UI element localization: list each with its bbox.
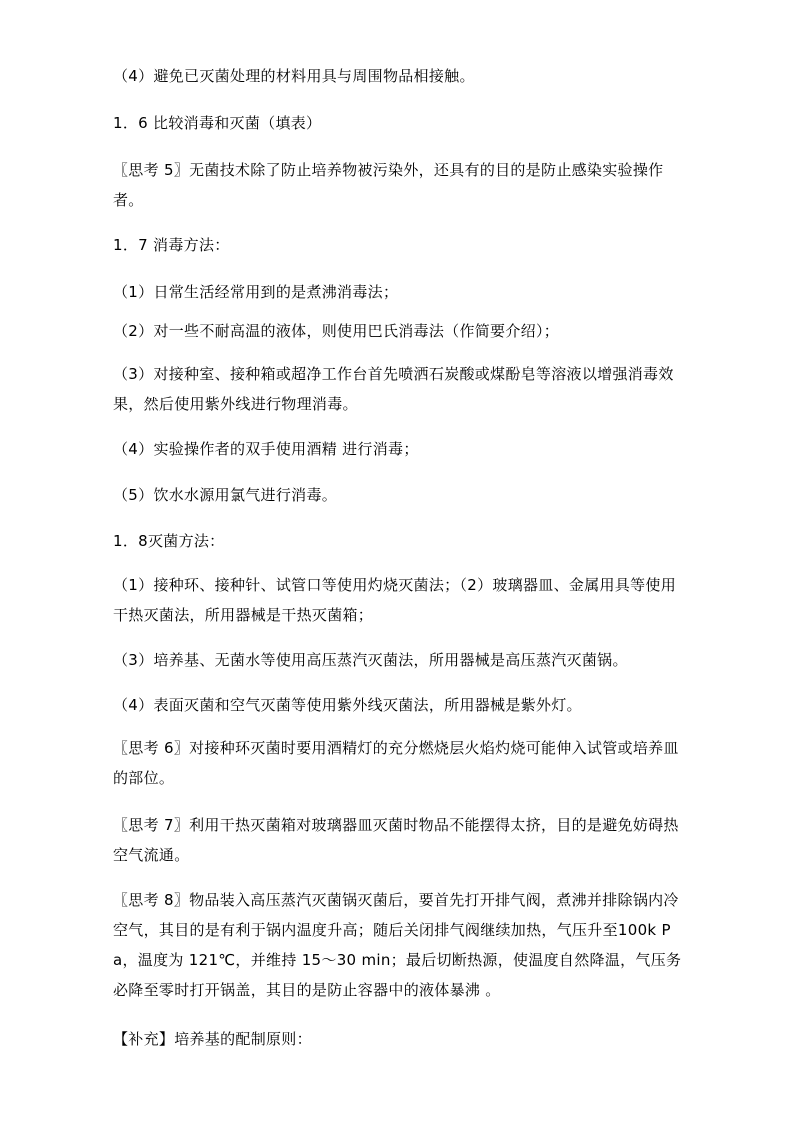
paragraph-14: 〖思考 6〗对接种环灭菌时要用酒精灯的充分燃烧层火焰灼烧可能伸入试管或培养皿的部位。 (113, 739, 679, 787)
paragraph-10: 1．8灭菌方法： (113, 532, 225, 550)
paragraph-16: 〖思考 8〗物品装入高压蒸汽灭菌锅灭菌后，要首先打开排气阀，煮沸并排除锅内冷空气，其目的是有利于锅内温度升高；随后关闭排气阀继续加热，气压升至100k Pa，温度为 121℃，并维持 15～30 min；最后切断热源，使温度自然降温，气压务必降至零时打开锅盖，其目的是防止容器中的液体暴沸 。 (113, 891, 682, 999)
paragraph-15: 〖思考 7〗利用干热灭菌箱对玻璃器皿灭菌时物品不能摆得太挤，目的是避免妨碍热空气流通。 (113, 816, 679, 864)
paragraph-5: （1）日常生活经常用到的是煮沸消毒法； (113, 283, 399, 301)
paragraph-13: （4）表面灭菌和空气灭菌等使用紫外线灭菌法，所用器械是紫外灯。 (113, 696, 582, 714)
paragraph-12: （3）培养基、无菌水等使用高压蒸汽灭菌法，所用器械是高压蒸汽灭菌锅。 (113, 651, 628, 669)
paragraph-2: 1．6 比较消毒和灭菌（填表） (113, 114, 322, 132)
paragraph-7: （3）对接种室、接种箱或超净工作台首先喷洒石炭酸或煤酚皂等溶液以增强消毒效果，然后使用紫外线进行物理消毒。 (113, 365, 674, 413)
paragraph-3: 〖思考 5〗无菌技术除了防止培养物被污染外，还具有的目的是防止感染实验操作者。 (113, 161, 664, 209)
paragraph-6: （2）对一些不耐高温的液体，则使用巴氏消毒法（作简要介绍）； (113, 322, 560, 340)
paragraph-8: （4）实验操作者的双手使用酒精 进行消毒； (113, 440, 419, 458)
paragraph-1: （4）避免已灭菌处理的材料用具与周围物品相接触。 (113, 67, 475, 85)
paragraph-17: 【补充】培养基的配制原则： (113, 1030, 312, 1048)
paragraph-4: 1．7 消毒方法： (113, 236, 230, 254)
paragraph-9: （5）饮水水源用氯气进行消毒。 (113, 486, 338, 504)
paragraph-11: （1）接种环、接种针、试管口等使用灼烧灭菌法；（2）玻璃器皿、金属用具等使用干热灭菌法，所用器械是干热灭菌箱； (113, 576, 676, 624)
